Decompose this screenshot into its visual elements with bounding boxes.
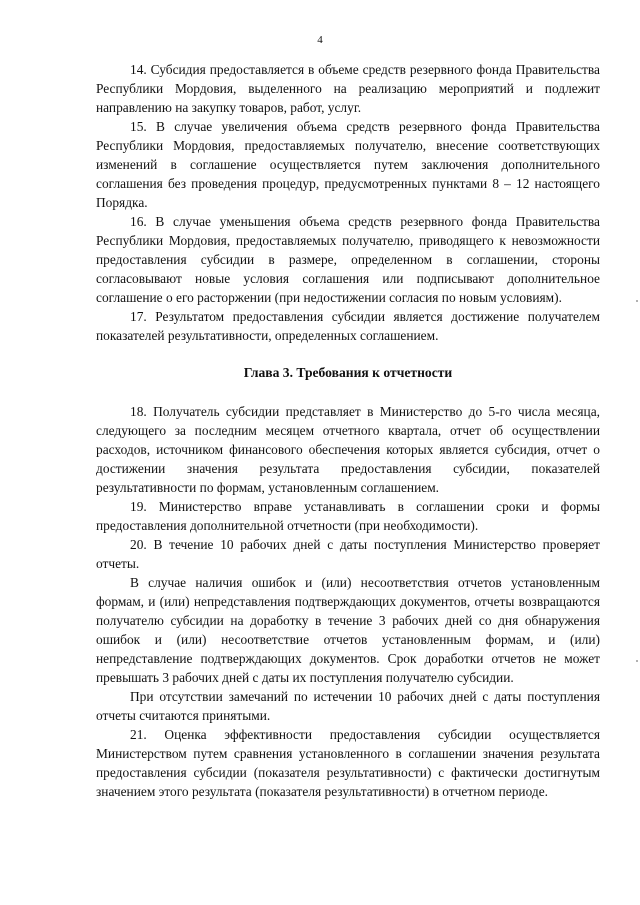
paragraph-15: 15. В случае увеличения объема средств резервного фонда Правительства Республики Мордовия, предоставляемых получателю, внесение соответствующих изменений в соглашение осуществляется путем заключения дополнительного соглашения без проведения процедур, предусмотренных пунктами 8 – 12 настоящего Порядка. [96,119,600,210]
paragraph-17: 17. Результатом предоставления субсидии является достижение получателем показателей результативности, определенных соглашением. [96,309,600,343]
paragraph-20-errors: В случае наличия ошибок и (или) несоответствия отчетов установленным формам, и (или) непредставления подтверждающих документов, отчеты возвращаются получателю субсидии на доработку в течение 3 рабочих дней со дня обнаружения ошибок и (или) несоответствие отчетов установленным формам, и (или) непредставление подтверждающих документов. Срок доработки отчетов не может превышать 3 рабочих дней с даты их поступления получателю субсидии. [96,575,600,685]
scan-speck [636,660,638,662]
chapter-heading: Глава 3. Требования к отчетности [243,365,453,380]
document-body [96,60,600,801]
paragraph-18: 18. Получатель субсидии представляет в Министерство до 5-го числа месяца, следующего за последним месяцем отчетного квартала, отчет об осуществлении расходов, источником финансового обеспечения которых является субсидия, отчет о достижении значения результата предоставления субсидии, показателей результативности по формам, установленным соглашением. [96,404,600,495]
paragraph-16: 16. В случае уменьшения объема средств резервного фонда Правительства Республики Мордовия, предоставляемых получателю, приводящего к невозможности предоставления субсидии в размере, определенном в соглашении, стороны согласовывают новые условия соглашения или подписывают дополнительное соглашение о его расторжении (при недостижении согласия по новым условиям). [96,214,600,305]
scan-speck [636,300,638,302]
paragraph-19: 19. Министерство вправе устанавливать в соглашении сроки и формы предоставления дополнительной отчетности (при необходимости). [96,499,600,533]
paragraph-14: 14. Субсидия предоставляется в объеме средств резервного фонда Правительства Республики Мордовия, выделенного на реализацию мероприятий и подлежит направлению на закупку товаров, работ, услуг. [96,62,600,115]
paragraph-20: 20. В течение 10 рабочих дней с даты поступления Министерство проверяет отчеты. [96,537,600,571]
paragraph-21: 21. Оценка эффективности предоставления субсидии осуществляется Министерством путем сравнения установленного в соглашении значения результата предоставления субсидии (показателя результативности) с фактически достигнутым значением этого результата (показателя результативности) в отчетном периоде. [96,727,600,799]
paragraph-20-accepted: При отсутствии замечаний по истечении 10 рабочих дней с даты поступления отчеты считаются принятыми. [96,689,600,723]
page-number: 4 [317,34,323,46]
